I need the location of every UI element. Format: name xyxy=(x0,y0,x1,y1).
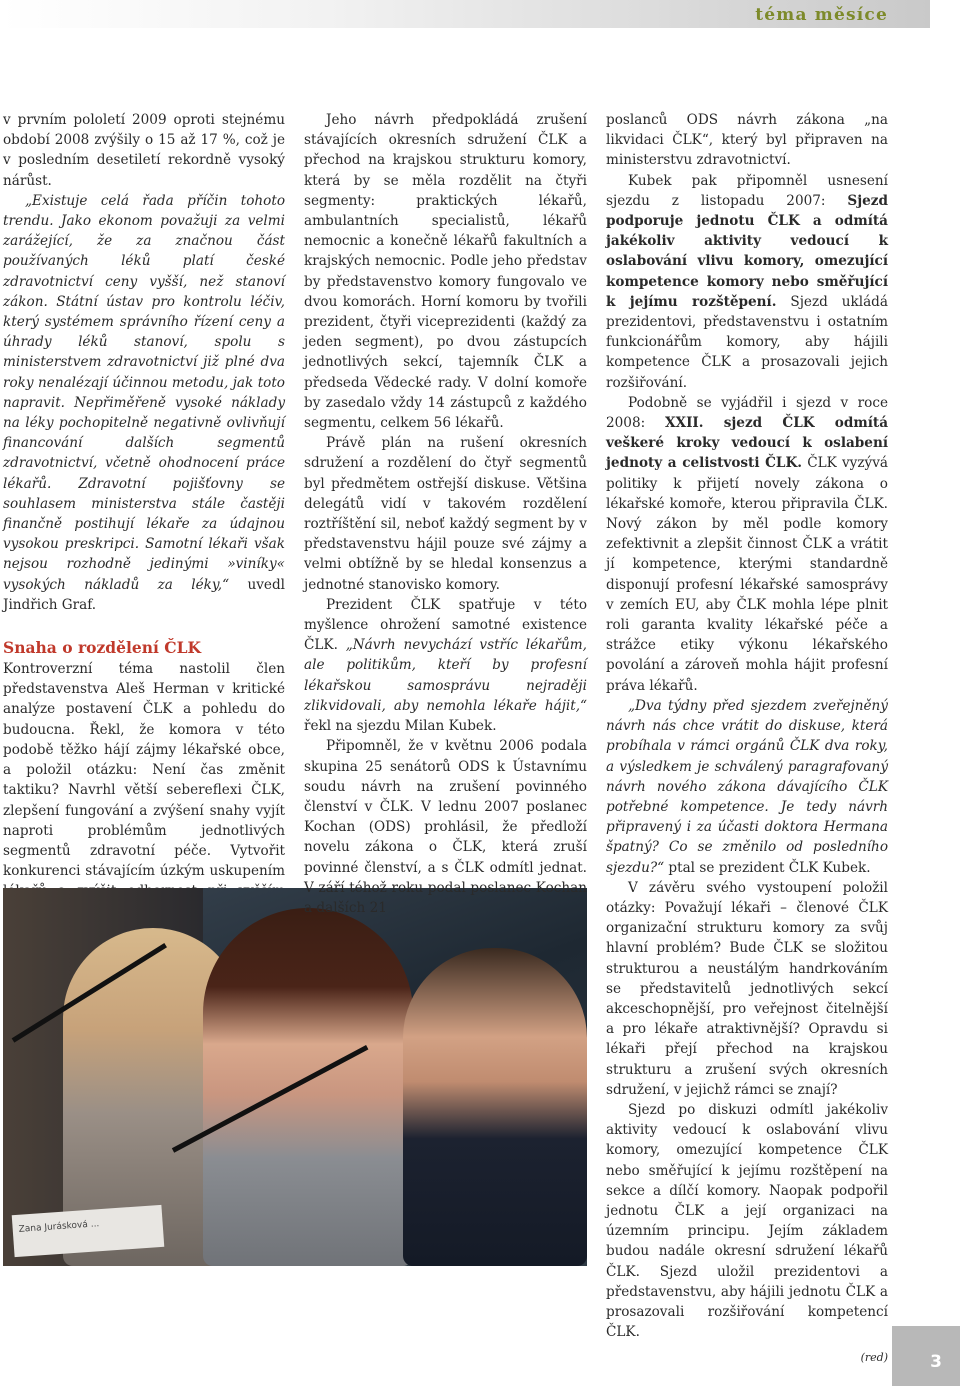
person-right xyxy=(403,948,587,1266)
paragraph-resolution: Kubek pak připomněl usnesení sjezdu z listopadu 2007: Sjezd podporuje jednotu ČLK a odmítá jakékoliv aktivity vedoucí k oslabování vlivu komory, omezující kompetence komory nebo směřující k jejímu rozštěpení. Sjezd ukládá prezidentovi, představenstvu i ostatním funkcionářům komory, aby hájili kompetence ČLK a prosazovali jejich rozšiřování. xyxy=(606,172,888,391)
quote-text: „Dva týdny před sjezdem zveřejněný návrh nás chce vrátit do diskuse, která probíhala v rámci orgánů ČLK dva roky, a výsledkem je schválený paragrafovaný návrh nového zákona dávajícího ČLK potřebné kompetence. Je tedy návrh připravený i za účasti doktora Hermana špatný? Co se změnilo od posledního sjezdu?“ xyxy=(606,697,888,876)
paragraph: poslanců ODS návrh zákona „na likvidaci ČLK“, který byl připraven na ministerstvu zdravotnictví. xyxy=(606,112,888,169)
quote-text: „Návrh nevychází vstříc lékařům, ale politikům, kteří by profesní lékařskou samosprávu nejraději zlikvidovali, aby nemohla lékaře hájit,“ xyxy=(304,637,587,714)
paragraph: Jeho návrh předpokládá zrušení stávajících okresních sdružení ČLK a přechod na krajskou strukturu komory, která by se měla rozdělit na čtyři segmenty: praktických lékařů, ambulantních specialistů, lékařů nemocnic a konečně lékařů fakultních a krajských nemocnic. Podle jeho představ by představenstvo komory fungovalo ve dvou komorách. Horní komoru by tvořili prezident, čtyři viceprezidenti (každý za jeden segment), po dvou zástupcích jednotlivých sekcí, tajemník ČLK a předseda Vědecké rady. V dolní komoře by zasedalo vždy 14 zástupců z každého segmentu, celkem 56 lékařů. xyxy=(304,112,587,432)
paragraph: V závěru svého vystoupení položil otázky: Považují lékaři – členové ČLK organizační strukturu komory za svůj hlavní problém? Bude ČLK se složitou strukturou a neustálým handrkováním se představitelů jednotlivých sekcí akceschopnější, pro veřejnost čitelnější a pro lékaře atraktivnější? Opravdu si lékaři přejí přechod na krajskou strukturu a zrušení svých okresních sdružení, v jejichž rámci se znají? xyxy=(606,879,888,1098)
nameplate: Zana Jurásková ... xyxy=(12,1205,165,1257)
conference-photo xyxy=(3,888,587,1266)
bold-resolution: Sjezd podporuje jednotu ČLK a odmítá jakékoliv aktivity vedoucí k oslabování vlivu komory, omezující kompetence komory nebo směřující k jejímu rozštěpení. xyxy=(606,192,888,310)
person-center xyxy=(203,908,413,1266)
paragraph: Kontroverzní téma nastolil člen představenstva Aleš Herman v kritické analýze postavení ČLK a pohledu do budoucna. Řekl, že komora v této podobě těžko hájí zájmy lékařské obce, a položil otázku: Není čas změnit taktiku? Navrhl větší sebereflexi ČLK, zlepšení fungování a zvýšení snahy vyjít naproti problémům jednotlivých segmentů zdravotní péče. Vytvořit konkurenci stávajícím úzkým uskupením xyxy=(3,661,285,880)
paragraph-quote: Prezident ČLK spatřuje v této myšlence ohrožení samotné existence ČLK. „Návrh nevychází vstříc lékařům, ale politikům, kteří by profesní lékařskou samosprávu nejraději zlikvidovali, aby nemohla lékaře hájit,“ řekl na sjezdu Milan Kubek. xyxy=(304,596,587,735)
bold-resolution: XXII. sjezd ČLK odmítá veškeré kroky vedoucí k oslabení jednoty a celistvosti ČLK. xyxy=(606,415,889,472)
column-2 xyxy=(304,110,587,918)
paragraph-quote: „Dva týdny před sjezdem zveřejněný návrh nás chce vrátit do diskuse, která probíhala v rámci orgánů ČLK dva roky, a výsledkem je schválený paragrafovaný návrh nového zákona dávajícího ČLK potřebné kompetence. Je tedy návrh připravený i za účasti doktora Hermana špatný? Co se změnilo od posledního sjezdu?“ ptal se prezident ČLK Kubek. xyxy=(606,697,888,876)
author-signature: (red) xyxy=(860,1351,888,1365)
paragraph: v prvním pololetí 2009 oproti stejnému období 2008 zvýšily o 15 až 17 %, což je v posledním desetiletí rekordně vysoký nárůst. xyxy=(3,112,285,189)
paragraph: Připomněl, že v květnu 2006 podala skupina 25 senátorů ODS k Ústavnímu soudu návrh na zrušení povinného členství v ČLK. V lednu 2007 poslanec Kochan (ODS) prohlásil, že předloží novelu zákona o ČLK, která zruší povinné členství, a s ČLK odmítl jednat. V září téhož roku podal poslanec Kochan a dalších 21 xyxy=(304,738,587,916)
paragraph-resolution: Podobně se vyjádřil i sjezd v roce 2008: XXII. sjezd ČLK odmítá veškeré kroky vedoucí k oslabení jednoty a celistvosti ČLK. ČLK vyzývá politiky k přijetí novely zákona o lékařské komoře, kterou připravila ČLK. Nový zákon by měl podle komory zefektivnit a zlepšit činnost ČLK a vrátit jí kompetence, kterými standardně disponují profesní lékařské samosprávy v zemích EU, aby ČLK mohla lépe plnit roli garanta kvality lékařské péče a strážce etiky výkonu lékařského povolání a zároveň mohla hájit profesní práva lékařů. xyxy=(606,394,889,694)
paragraph: Právě plán na rušení okresních sdružení a rozdělení do čtyř segmentů byl předmětem ostřejší diskuse. Většina delegátů vidí v takovém rozdělení roztříštění sil, neboť každý segment by v představenstvu hájil pouze své zájmy a velmi obtížně by se hledal konsenzus a jednotné stanovisko komory. xyxy=(304,435,587,593)
column-3 xyxy=(606,110,888,1369)
paragraph: Sjezd po diskuzi odmítl jakékoliv aktivity vedoucí k oslabování vlivu komory, omezující kompetence ČLK nebo směřující k jejímu rozštěpení na sekce a dílčí komory. Naopak podpořil jednotu ČLK a její organizaci na územním principu. Jejím základem budou nadále okresní sdružení lékařů ČLK. Sjezd uložil prezidentovi a představenstvu, aby hájili jednotu ČLK a prosazovali rozšiřování kompetencí ČLK. xyxy=(606,1101,888,1341)
quote-attribution: uvedl Jindřich Graf. xyxy=(3,576,285,613)
paragraph-quote xyxy=(3,191,285,615)
page-number: 3 xyxy=(930,1352,942,1372)
section-heading: Snaha o rozdělení ČLK xyxy=(3,638,201,658)
section-label: téma měsíce xyxy=(755,5,888,25)
quote-text: „Existuje celá řada příčin tohoto trendu. Jako ekonom považuji za velmi zarážející, že za značnou část používaných léků platí české zdravotnictví ceny vyšší, než stanoví zákon. Státní ústav pro kontrolu léčiv, který systémem správního řízení ceny a úhrady léků stanoví, spolu s ministerstvem zdravotnictví již plné dva roky nenalézají účinnou metodu, jak toto napravit. Nepřiměřeně vysoké náklady na léky pochopitelně negativně ovlivňují financování dalších segmentů zdravotnictví, včetně ohodnocení práce lékařů. Zdravotní pojišťovny se souhlasem ministerstva stále častěji finančně postihují lékaře za údajnou vysokou preskripci. Samotní lékaři však nejsou rozhodně jedinými »viníky« vysokých nákladů za léky,“ xyxy=(3,192,285,593)
page-number-box xyxy=(892,1326,960,1386)
column-1 xyxy=(3,110,285,922)
